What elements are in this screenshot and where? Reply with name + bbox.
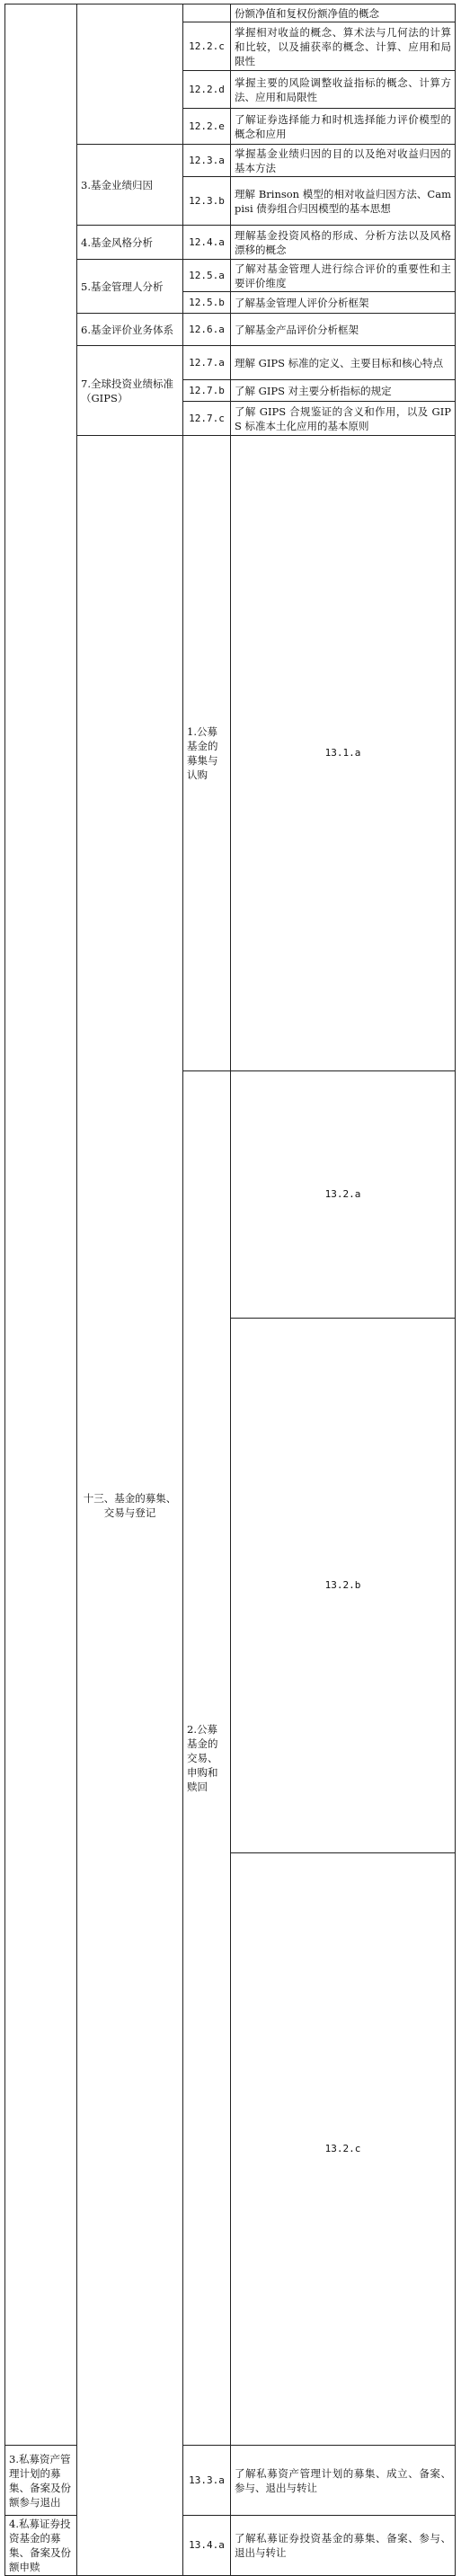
item-text: 了解 GIPS 对主要分析指标的规定 bbox=[231, 380, 456, 402]
section-cell: 7.全球投资业绩标准（GIPS） bbox=[77, 346, 183, 436]
item-code: 12.3.b bbox=[183, 177, 231, 226]
section-cell bbox=[77, 4, 183, 145]
item-code: 12.6.a bbox=[183, 314, 231, 346]
item-code: 12.7.c bbox=[183, 402, 231, 436]
syllabus-table bbox=[4, 4, 456, 2576]
table-row bbox=[5, 2516, 456, 2576]
table-row bbox=[5, 2446, 456, 2516]
item-code: 12.7.a bbox=[183, 346, 231, 380]
item-text: 份额净值和复权份额净值的概念 bbox=[231, 4, 456, 22]
item-code: 12.3.a bbox=[183, 145, 231, 177]
item-code: 13.2.c bbox=[231, 1853, 456, 2446]
section-cell: 4.基金风格分析 bbox=[77, 226, 183, 260]
item-text: 了解基金管理人评价分析框架 bbox=[231, 292, 456, 314]
item-text: 了解证券选择能力和时机选择能力评价模型的概念和应用 bbox=[231, 109, 456, 145]
item-code: 12.5.b bbox=[183, 292, 231, 314]
item-code: 12.2.c bbox=[183, 22, 231, 71]
chapter-cell: 十三、基金的募集、交易与登记 bbox=[77, 436, 183, 2576]
item-text: 理解基金投资风格的形成、分析方法以及风格漂移的概念 bbox=[231, 226, 456, 260]
item-text: 了解对基金管理人进行综合评价的重要性和主要评价维度 bbox=[231, 260, 456, 292]
section-cell: 3.基金业绩归因 bbox=[77, 145, 183, 226]
section-cell: 3.私募资产管理计划的募集、备案及份额参与退出 bbox=[5, 2446, 77, 2516]
item-text: 了解 GIPS 合规鉴证的含义和作用，以及 GIPS 标准本土化应用的基本原则 bbox=[231, 402, 456, 436]
table-row bbox=[5, 4, 456, 22]
item-text: 了解基金产品评价分析框架 bbox=[231, 314, 456, 346]
item-code: 12.5.a bbox=[183, 260, 231, 292]
item-text: 理解 Brinson 模型的相对收益归因方法、Campisi 债券组合归因模型的基本思想 bbox=[231, 177, 456, 226]
chapter-cell bbox=[5, 4, 77, 2446]
item-code: 13.4.a bbox=[183, 2516, 231, 2576]
section-cell: 2.公募基金的交易、申购和赎回 bbox=[183, 1071, 231, 2446]
item-code: 13.2.b bbox=[231, 1319, 456, 1853]
item-text: 掌握相对收益的概念、算术法与几何法的计算和比较，以及捕获率的概念、计算、应用和局限性 bbox=[231, 22, 456, 71]
item-text: 理解 GIPS 标准的定义、主要目标和核心特点 bbox=[231, 346, 456, 380]
item-code: 12.2.d bbox=[183, 71, 231, 109]
item-code: 13.2.a bbox=[231, 1071, 456, 1319]
item-text: 了解私募证券投资基金的募集、备案、参与、退出与转让 bbox=[231, 2516, 456, 2576]
item-code: 13.3.a bbox=[183, 2446, 231, 2516]
section-cell: 6.基金评价业务体系 bbox=[77, 314, 183, 346]
item-text: 掌握基金业绩归因的目的以及绝对收益归因的基本方法 bbox=[231, 145, 456, 177]
item-code bbox=[183, 4, 231, 22]
item-code: 13.1.a bbox=[231, 436, 456, 1071]
section-cell: 1.公募基金的募集与认购 bbox=[183, 436, 231, 1071]
item-code: 12.2.e bbox=[183, 109, 231, 145]
section-cell: 4.私募证券投资基金的募集、备案及份额申赎 bbox=[5, 2516, 77, 2576]
item-code: 12.7.b bbox=[183, 380, 231, 402]
item-text: 了解私募资产管理计划的募集、成立、备案、参与、退出与转让 bbox=[231, 2446, 456, 2516]
item-text: 掌握主要的风险调整收益指标的概念、计算方法、应用和局限性 bbox=[231, 71, 456, 109]
section-cell: 5.基金管理人分析 bbox=[77, 260, 183, 314]
item-code: 12.4.a bbox=[183, 226, 231, 260]
